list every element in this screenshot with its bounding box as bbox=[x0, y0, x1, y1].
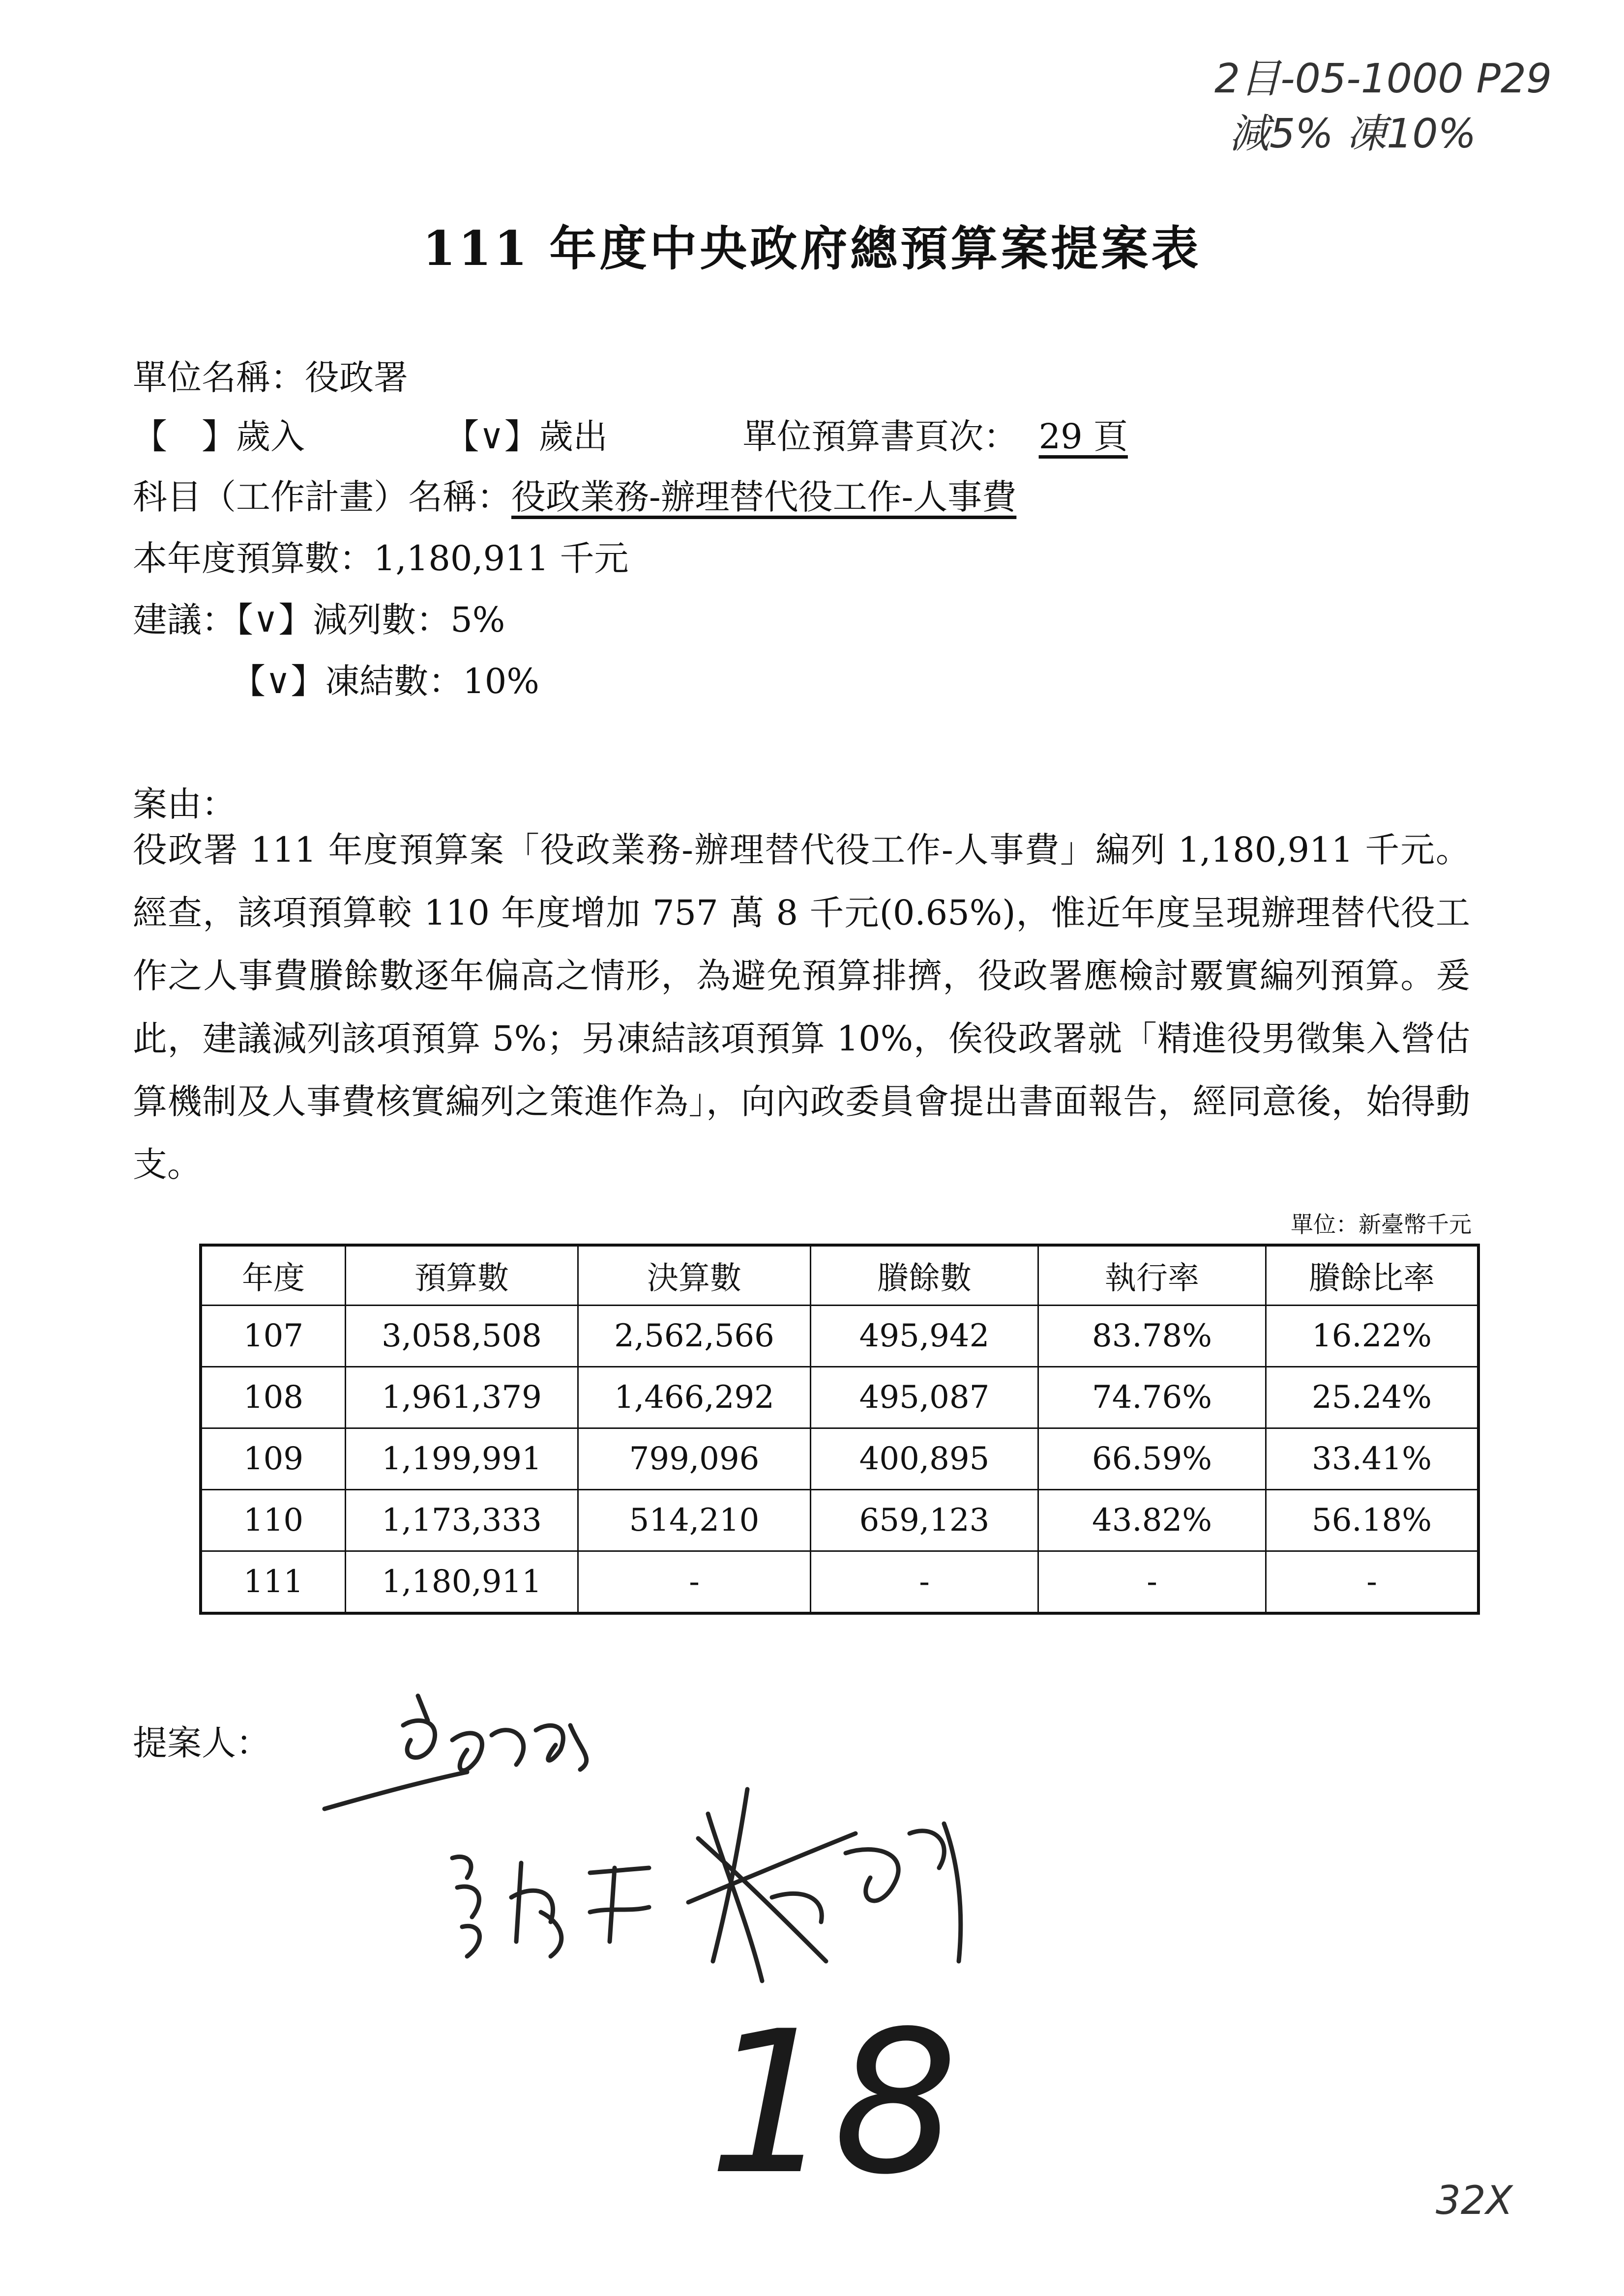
budget-amount-value: 1,180,911 千元 bbox=[374, 538, 629, 579]
suggestion-freeze-row bbox=[231, 654, 539, 703]
table-row bbox=[201, 1428, 1478, 1490]
cell-surplus-ratio: 56.18% bbox=[1266, 1490, 1479, 1551]
annotation-line-2: 減5% 凍10% bbox=[1229, 111, 1476, 157]
unit-name-value: 役政署 bbox=[305, 357, 408, 398]
cell-year: 108 bbox=[201, 1367, 346, 1428]
cut-label: 減列數： bbox=[313, 600, 451, 640]
proposer-label: 提案人： bbox=[133, 1723, 270, 1763]
budget-type-row bbox=[133, 409, 1148, 459]
corner-note: 32X bbox=[1436, 2178, 1513, 2223]
cell-final: 514,210 bbox=[578, 1490, 811, 1551]
cell-execution-rate: 74.76% bbox=[1038, 1367, 1266, 1428]
cell-surplus-ratio: - bbox=[1266, 1551, 1479, 1614]
cell-year: 111 bbox=[201, 1551, 346, 1614]
cell-surplus: 495,087 bbox=[811, 1367, 1038, 1428]
table-row bbox=[201, 1490, 1478, 1551]
header-final: 決算數 bbox=[578, 1245, 811, 1306]
table-unit-note: 單位：新臺幣千元 bbox=[1291, 1211, 1472, 1238]
cell-budget: 1,961,379 bbox=[346, 1367, 578, 1428]
cell-final: 2,562,566 bbox=[578, 1306, 811, 1367]
cell-surplus: 659,123 bbox=[811, 1490, 1038, 1551]
subject-row bbox=[133, 469, 1016, 519]
header-surplus: 賸餘數 bbox=[811, 1245, 1038, 1306]
table-row bbox=[201, 1551, 1478, 1614]
cell-budget: 1,199,991 bbox=[346, 1428, 578, 1490]
cell-year: 109 bbox=[201, 1428, 346, 1490]
budget-amount-label: 本年度預算數： bbox=[133, 538, 374, 579]
revenue-label: 歲入 bbox=[236, 416, 305, 457]
header-surplus-ratio: 賸餘比率 bbox=[1266, 1245, 1479, 1306]
page-ref-label: 單位預算書頁次： bbox=[742, 416, 1018, 457]
cell-budget: 3,058,508 bbox=[346, 1306, 578, 1367]
freeze-checkbox: 【∨】 bbox=[231, 661, 325, 701]
budget-history-table bbox=[199, 1244, 1480, 1615]
cell-surplus: - bbox=[811, 1551, 1038, 1614]
cell-final: 799,096 bbox=[578, 1428, 811, 1490]
freeze-value: 10% bbox=[463, 661, 539, 701]
unit-name-row bbox=[133, 350, 408, 400]
cell-surplus-ratio: 16.22% bbox=[1266, 1306, 1479, 1367]
cell-execution-rate: 83.78% bbox=[1038, 1306, 1266, 1367]
cell-budget: 1,180,911 bbox=[346, 1551, 578, 1614]
cell-execution-rate: 66.59% bbox=[1038, 1428, 1266, 1490]
page-ref-value: 29 頁 bbox=[1038, 416, 1128, 457]
header-execution-rate: 執行率 bbox=[1038, 1245, 1266, 1306]
header-year: 年度 bbox=[201, 1245, 346, 1306]
cell-surplus: 400,895 bbox=[811, 1428, 1038, 1490]
reason-label: 案由： bbox=[133, 784, 236, 824]
budget-amount-row bbox=[133, 531, 629, 581]
suggestion-label: 建議： bbox=[133, 600, 236, 640]
handwritten-signatures bbox=[305, 1666, 1042, 2010]
subject-label: 科目（工作計畫）名稱： bbox=[133, 477, 511, 517]
expense-checkbox: 【∨】 bbox=[444, 416, 539, 457]
cell-final: - bbox=[578, 1551, 811, 1614]
cell-execution-rate: - bbox=[1038, 1551, 1266, 1614]
annotation-line-1: 2目-05-1000 P29 bbox=[1214, 56, 1552, 102]
cell-budget: 1,173,333 bbox=[346, 1490, 578, 1551]
revenue-checkbox: 【 】 bbox=[133, 416, 236, 457]
cell-final: 1,466,292 bbox=[578, 1367, 811, 1428]
freeze-label: 凍結數： bbox=[325, 661, 463, 701]
page-title: 111 年度中央政府總預算案提案表 bbox=[422, 221, 1202, 276]
unit-name-label: 單位名稱： bbox=[133, 357, 305, 398]
cut-value: 5% bbox=[450, 600, 505, 640]
handwritten-annotation bbox=[1214, 52, 1598, 162]
page-number: 18 bbox=[708, 1989, 958, 2218]
table-row bbox=[201, 1306, 1478, 1367]
subject-value: 役政業務-辦理替代役工作-人事費 bbox=[511, 477, 1017, 517]
cell-year: 107 bbox=[201, 1306, 346, 1367]
cell-surplus-ratio: 33.41% bbox=[1266, 1428, 1479, 1490]
expense-label: 歲出 bbox=[538, 416, 608, 457]
table-row bbox=[201, 1367, 1478, 1428]
table-header-row bbox=[201, 1245, 1478, 1306]
cell-surplus-ratio: 25.24% bbox=[1266, 1367, 1479, 1428]
cell-surplus: 495,942 bbox=[811, 1306, 1038, 1367]
reason-text: 役政署 111 年度預算案「役政業務-辦理替代役工作-人事費」編列 1,180,911 千元。經查，該項預算較 110 年度增加 757 萬 8 千元(0.65%)，惟近年度呈現辦理替代役工作之人事費賸餘數逐年偏高之情形，為避免預算排擠，役政署應檢討覈實編列預算。爰此，建議減列該項預算 5%；另凍結該項預算 10%，俟役政署就「精進役男徵集入營估算機制及人事費核實編列之策進作為」，向內政委員會提出書面報告，經同意後，始得動支。 bbox=[133, 830, 1470, 1185]
cell-execution-rate: 43.82% bbox=[1038, 1490, 1266, 1551]
suggestion-cut-row bbox=[133, 592, 505, 642]
header-budget: 預算數 bbox=[346, 1245, 578, 1306]
cut-checkbox: 【∨】 bbox=[236, 600, 313, 640]
cell-year: 110 bbox=[201, 1490, 346, 1551]
